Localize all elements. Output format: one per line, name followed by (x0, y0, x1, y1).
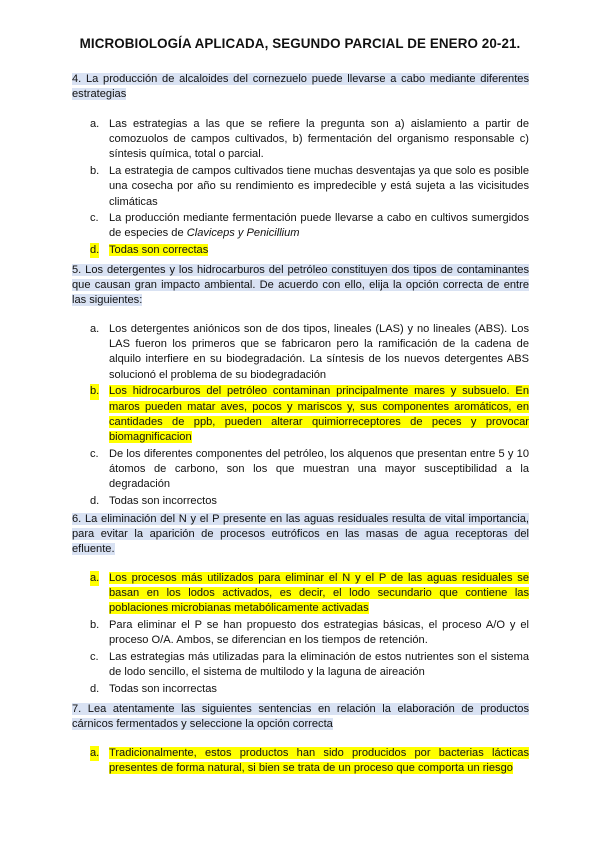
options-q7 (88, 746, 529, 778)
option-a (88, 117, 529, 163)
option-label: c. (90, 212, 99, 225)
option-c (88, 447, 529, 493)
question-text: 5. Los detergentes y los hidrocarburos del petróleo constituyen dos tipos de contaminantes que causan gran impacto ambiental. De acuerdo con ello, elija la opción correcta de entre las siguientes: (72, 264, 529, 307)
options-q6 (88, 571, 529, 699)
option-b (88, 164, 529, 210)
options-q5 (88, 322, 529, 510)
option-label: a. (90, 571, 99, 586)
option-label: d. (90, 494, 100, 507)
option-text-correct: Tradicionalmente, estos productos han sido producidos por bacterias lácticas presentes de forma natural, si bien se trata de un proceso que comporta un riesgo (109, 747, 529, 775)
option-c (88, 650, 529, 680)
option-b (88, 618, 529, 648)
option-label: a. (90, 118, 100, 130)
option-text: Todas son incorrectos (109, 494, 217, 507)
option-c (88, 211, 529, 241)
option-label: d. (90, 682, 100, 695)
option-text: Las estrategias a las que se refiere la pregunta son a) aislamiento a partir de comozuolos de campos cultivados, b) fermentación del organismo responsable c) síntesis química, total o parcial. (109, 118, 529, 161)
question-text: 7. Lea atentamente las siguientes sentencias en relación la elaboración de productos cárnicos fermentados y seleccione la opción correcta (72, 703, 529, 731)
option-text: De los diferentes componentes del petróleo, los alquenos que presentan entre 5 y 10 átomos de carbono, son los que muestran una mayor susceptibilidad a la degradación (109, 447, 529, 491)
option-label: c. (90, 651, 99, 664)
page-title: MICROBIOLOGÍA APLICADA, SEGUNDO PARCIAL DE ENERO 20-21. (79, 36, 521, 51)
option-text-correct: Los procesos más utilizados para eliminar el N y el P de las aguas residuales se basan en los lodos activados, es decir, el lodo secundario que contiene las poblaciones microbianas metabólicamente activadas (109, 572, 529, 615)
option-b (88, 384, 529, 445)
question-text: 6. La eliminación del N y el P presente en las aguas residuales resulta de vital importancia, para evitar la aparición de procesos eutróficos en las masas de agua receptoras del efluente. (72, 513, 529, 556)
question-7 (72, 702, 529, 732)
option-text-correct: Los hidrocarburos del petróleo contaminan principalmente mares y subsuelo. En maros pueden matar aves, pocos y mariscos y, sus componentes aromáticos, en cantidades de ppb, pueden alterar quimiorreceptores de peces y provocar biomagnificacion (109, 385, 529, 443)
option-label: d. (90, 243, 99, 258)
option-a (88, 322, 529, 383)
option-label: b. (90, 384, 99, 399)
option-label: b. (90, 165, 100, 178)
option-label: a. (90, 746, 99, 761)
question-text: 4. La producción de alcaloides del cornezuelo puede llevarse a cabo mediante diferentes estrategias (72, 73, 529, 101)
option-a (88, 571, 529, 617)
option-text: La producción mediante fermentación puede llevarse a cabo en cultivos sumergidos de especies de (109, 212, 529, 240)
question-5 (72, 263, 529, 309)
option-text: La estrategia de campos cultivados tiene muchas desventajas ya que solo es posible una cosecha por año su rendimiento es impredecible y está sujeta a las vicisitudes climáticas (109, 165, 529, 208)
question-6 (72, 512, 529, 558)
option-label: b. (90, 619, 100, 632)
option-a (88, 746, 529, 776)
option-d (88, 243, 529, 258)
option-d (88, 494, 529, 509)
option-text: Los detergentes aniónicos son de dos tipos, lineales (LAS) y no lineales (ABS). Los LAS fueron los primeros que se fabricaron pero la ramificación de la cadena de alquilo interfiere en su biodegradación. La síntesis de los nuevos detergentes ABS solucionó el problema de su biodegradación (109, 323, 529, 381)
option-label: c. (90, 447, 99, 460)
option-text: Todas son incorrectas (109, 682, 217, 695)
question-4 (72, 72, 529, 102)
option-label: a. (90, 323, 100, 335)
species-names: Claviceps y Penicillium (186, 227, 300, 240)
options-q4 (88, 117, 529, 260)
option-text: Para eliminar el P se han propuesto dos estrategias básicas, el proceso A/O y el proceso O/A. Ambos, se diferencian en los tiempos de retención. (109, 619, 529, 647)
option-text-correct: Todas son correctas (109, 244, 209, 257)
option-d (88, 682, 529, 697)
option-text: Las estrategias más utilizadas para la eliminación de estos nutrientes son el sistema de lodo sencillo, el sistema de multilodo y la laguna de aireación (109, 651, 529, 679)
